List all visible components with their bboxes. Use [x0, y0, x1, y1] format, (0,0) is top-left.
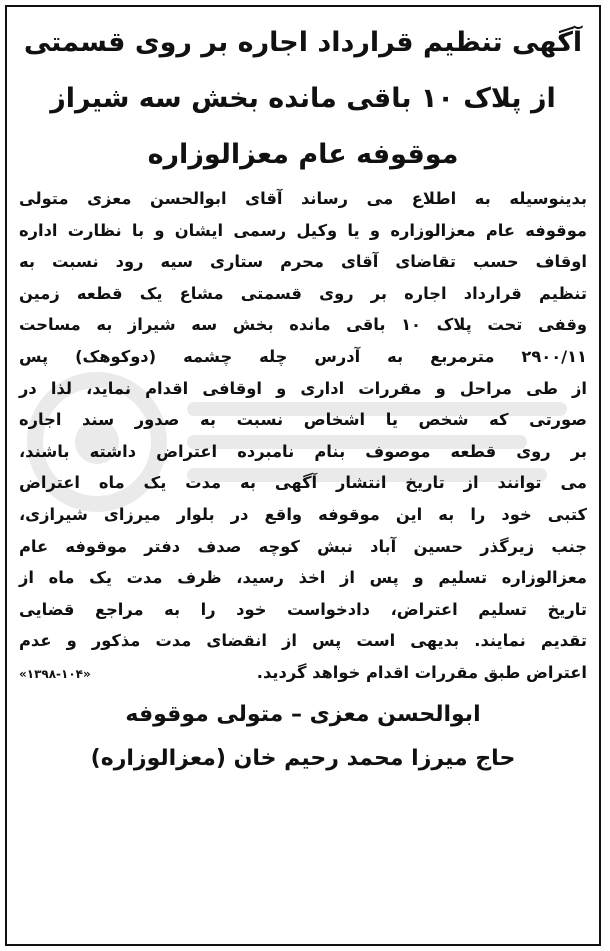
body-line: بدینوسیله به اطلاع می رساند آقای ابوالحسن معزی متولی [19, 189, 587, 208]
body-line: ۲۹۰۰/۱۱ مترمربع به آدرس چله چشمه (دوکوهک) پس [19, 346, 587, 366]
body-last-line: اعتراض طبق مقررات اقدام خواهد گردید. [256, 662, 587, 682]
body-line: وقفی تحت پلاک ۱۰ باقی مانده بخش سه شیراز به مساحت [19, 315, 587, 335]
body-line: از طی مراحل و مقررات اداری و اوقافی اقدام نماید، لذا در [19, 378, 587, 398]
body-line: موقوفه عام معزالوزاره و یا وکیل رسمی ایشان و با نظارت اداره [19, 220, 587, 240]
notice-title-line: از پلاک ۱۰ باقی مانده بخش سه شیراز [50, 83, 556, 114]
body-line: تنظیم قرارداد اجاره بر روی قسمتی مشاع یک قطعه زمین [19, 283, 587, 303]
notice-frame [5, 5, 601, 946]
body-line: معزالوزاره تسلیم و پس از اخذ رسید، ظرف مدت یک ماه از [19, 568, 587, 588]
body-line: تقدیم نمایند. بدیهی است پس از انقضای مدت مذکور و عدم [19, 631, 587, 651]
body-line: کتبی خود را به این موقوفه واقع در بلوار میرزای شیرازی، [19, 504, 587, 524]
notice-header [7, 7, 599, 183]
body-line: صورتی که شخص یا اشخاص نسبت به صدور سند اجاره [19, 410, 587, 430]
notice-title-line: آگهی تنظیم قرارداد اجاره بر روی قسمتی [23, 27, 583, 58]
signature-line: ابوالحسن معزی – متولی موقوفه [125, 701, 481, 727]
body-line: اوقاف حسب تقاضای آقای محرم ستاری سیه رود نسبت به [19, 252, 587, 272]
body-line: بر روی قطعه موصوف بنام نامبرده اعتراض داشته باشند، [19, 441, 587, 461]
signature-line: حاج میرزا محمد رحیم خان (معزالوزاره) [90, 745, 516, 771]
body-last-row [7, 657, 599, 689]
body-line: جنب زیرگذر حسین آباد نبش کوچه صدف دفتر موقوفه عام [19, 536, 587, 556]
notice-title-line: موقوفه عام معزالوزاره [147, 139, 459, 170]
notice-signature [7, 689, 599, 781]
reference-code: «۱۳۹۸-۱۰۴» [19, 666, 91, 681]
notice-body [7, 183, 599, 657]
body-line: تاریخ تسلیم اعتراض، دادخواست خود را به مراجع قضایی [19, 599, 587, 619]
body-line: می توانند از تاریخ انتشار آگهی به مدت یک ماه اعتراض [19, 473, 587, 493]
